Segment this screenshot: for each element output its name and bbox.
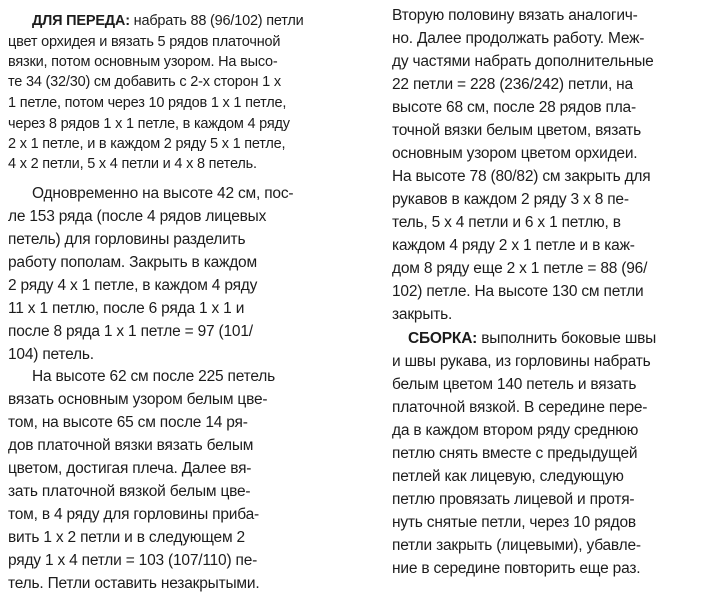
text-line: зать платочной вязкой белым цве- (8, 483, 251, 500)
text-line: да в каждом втором ряду среднюю (392, 422, 639, 439)
text-line: петель) для горловины разделить (8, 231, 246, 248)
text-line: платочной вязкой. В середине пере- (392, 399, 648, 416)
text-line: те 34 (32/30) см добавить с 2-х сторон 1 х (8, 74, 281, 90)
text-line: ду частями набрать дополнительные (392, 53, 654, 70)
text-line: но. Далее продолжать работу. Меж- (392, 30, 645, 47)
text-line: цвет орхидея и вязать 5 рядов платочной (8, 34, 281, 50)
text-line: петлю снять вместе с предыдущей (392, 445, 638, 462)
text-line: 11 х 1 петлю, после 6 ряда 1 х 1 и (8, 300, 245, 317)
text-line: вязать основным узором белым цве- (8, 391, 268, 408)
text-line: закрыть. (392, 306, 453, 323)
text-line: петлей как лицевую, следующую (392, 468, 624, 485)
text-line: 2 ряду 4 х 1 петле, в каждом 4 ряду (8, 277, 258, 294)
text-line: 1 петле, потом через 10 рядов 1 х 1 петле, (8, 95, 287, 111)
text-line: нуть снятые петли, через 10 рядов (392, 514, 636, 531)
text-line: ДЛЯ ПЕРЕДА: набрать 88 (96/102) петли (32, 13, 304, 29)
text-line: 2 х 1 петле, и в каждом 2 ряду 5 х 1 петле, (8, 136, 286, 152)
text-line: через 8 рядов 1 х 1 петле, в каждом 4 ряду (8, 116, 290, 132)
text-line: 4 х 2 петли, 5 х 4 петли и 4 х 8 петель. (8, 156, 257, 172)
text-line: петлю провязать лицевой и протя- (392, 491, 635, 508)
text-line: ле 153 ряда (после 4 рядов лицевых (8, 208, 267, 225)
section-heading-assembly: СБОРКА: (408, 330, 478, 347)
text-line: высоте 68 см, после 28 рядов пла- (392, 99, 636, 116)
text-line: рукавов в каждом 2 ряду 3 х 8 пе- (392, 191, 629, 208)
text-line: 22 петли = 228 (236/242) петли, на (392, 76, 633, 93)
text-line: вить 1 х 2 петли и в следующем 2 (8, 529, 245, 546)
text-line: работу пополам. Закрыть в каждом (8, 254, 257, 271)
text-line: 104) петель. (8, 346, 94, 363)
text-line: основным узором цветом орхидеи. (392, 145, 638, 162)
text-line: Вторую половину вязать аналогич- (392, 7, 638, 24)
text-line: На высоте 62 см после 225 петель (32, 368, 275, 385)
text-line: дом 8 ряду еще 2 х 1 петле = 88 (96/ (392, 260, 648, 277)
text-line: дов платочной вязки вязать белым (8, 437, 254, 454)
text-line: после 8 ряда 1 х 1 петле = 97 (101/ (8, 323, 253, 340)
text-line: точной вязки белым цветом, вязать (392, 122, 641, 139)
text-line: петли закрыть (лицевыми), убавле- (392, 537, 641, 554)
text-line: цветом, достигая плеча. Далее вя- (8, 460, 252, 477)
text-line: каждом 4 ряду 2 х 1 петле и в каж- (392, 237, 635, 254)
text-line: ние в середине повторить еще раз. (392, 560, 641, 577)
text-line: 102) петле. На высоте 130 см петли (392, 283, 644, 300)
text-line: тель, 5 х 4 петли и 6 х 1 петлю, в (392, 214, 621, 231)
text-line: вязки, потом основным узором. На высо- (8, 54, 278, 70)
section-heading-front: ДЛЯ ПЕРЕДА: (32, 13, 130, 29)
text-line: том, на высоте 65 см после 14 ря- (8, 414, 248, 431)
text-line: и швы рукава, из горловины набрать (392, 353, 651, 370)
text-line: том, в 4 ряду для горловины приба- (8, 506, 259, 523)
text-line: На высоте 78 (80/82) см закрыть для (392, 168, 651, 185)
text-line: тель. Петли оставить незакрытыми. (8, 575, 260, 592)
text-line: СБОРКА: выполнить боковые швы (408, 330, 657, 347)
text-line: ряду 1 х 4 петли = 103 (107/110) пе- (8, 552, 258, 569)
text-line: белым цветом 140 петель и вязать (392, 376, 637, 393)
text-line: Одновременно на высоте 42 см, пос- (32, 185, 294, 202)
